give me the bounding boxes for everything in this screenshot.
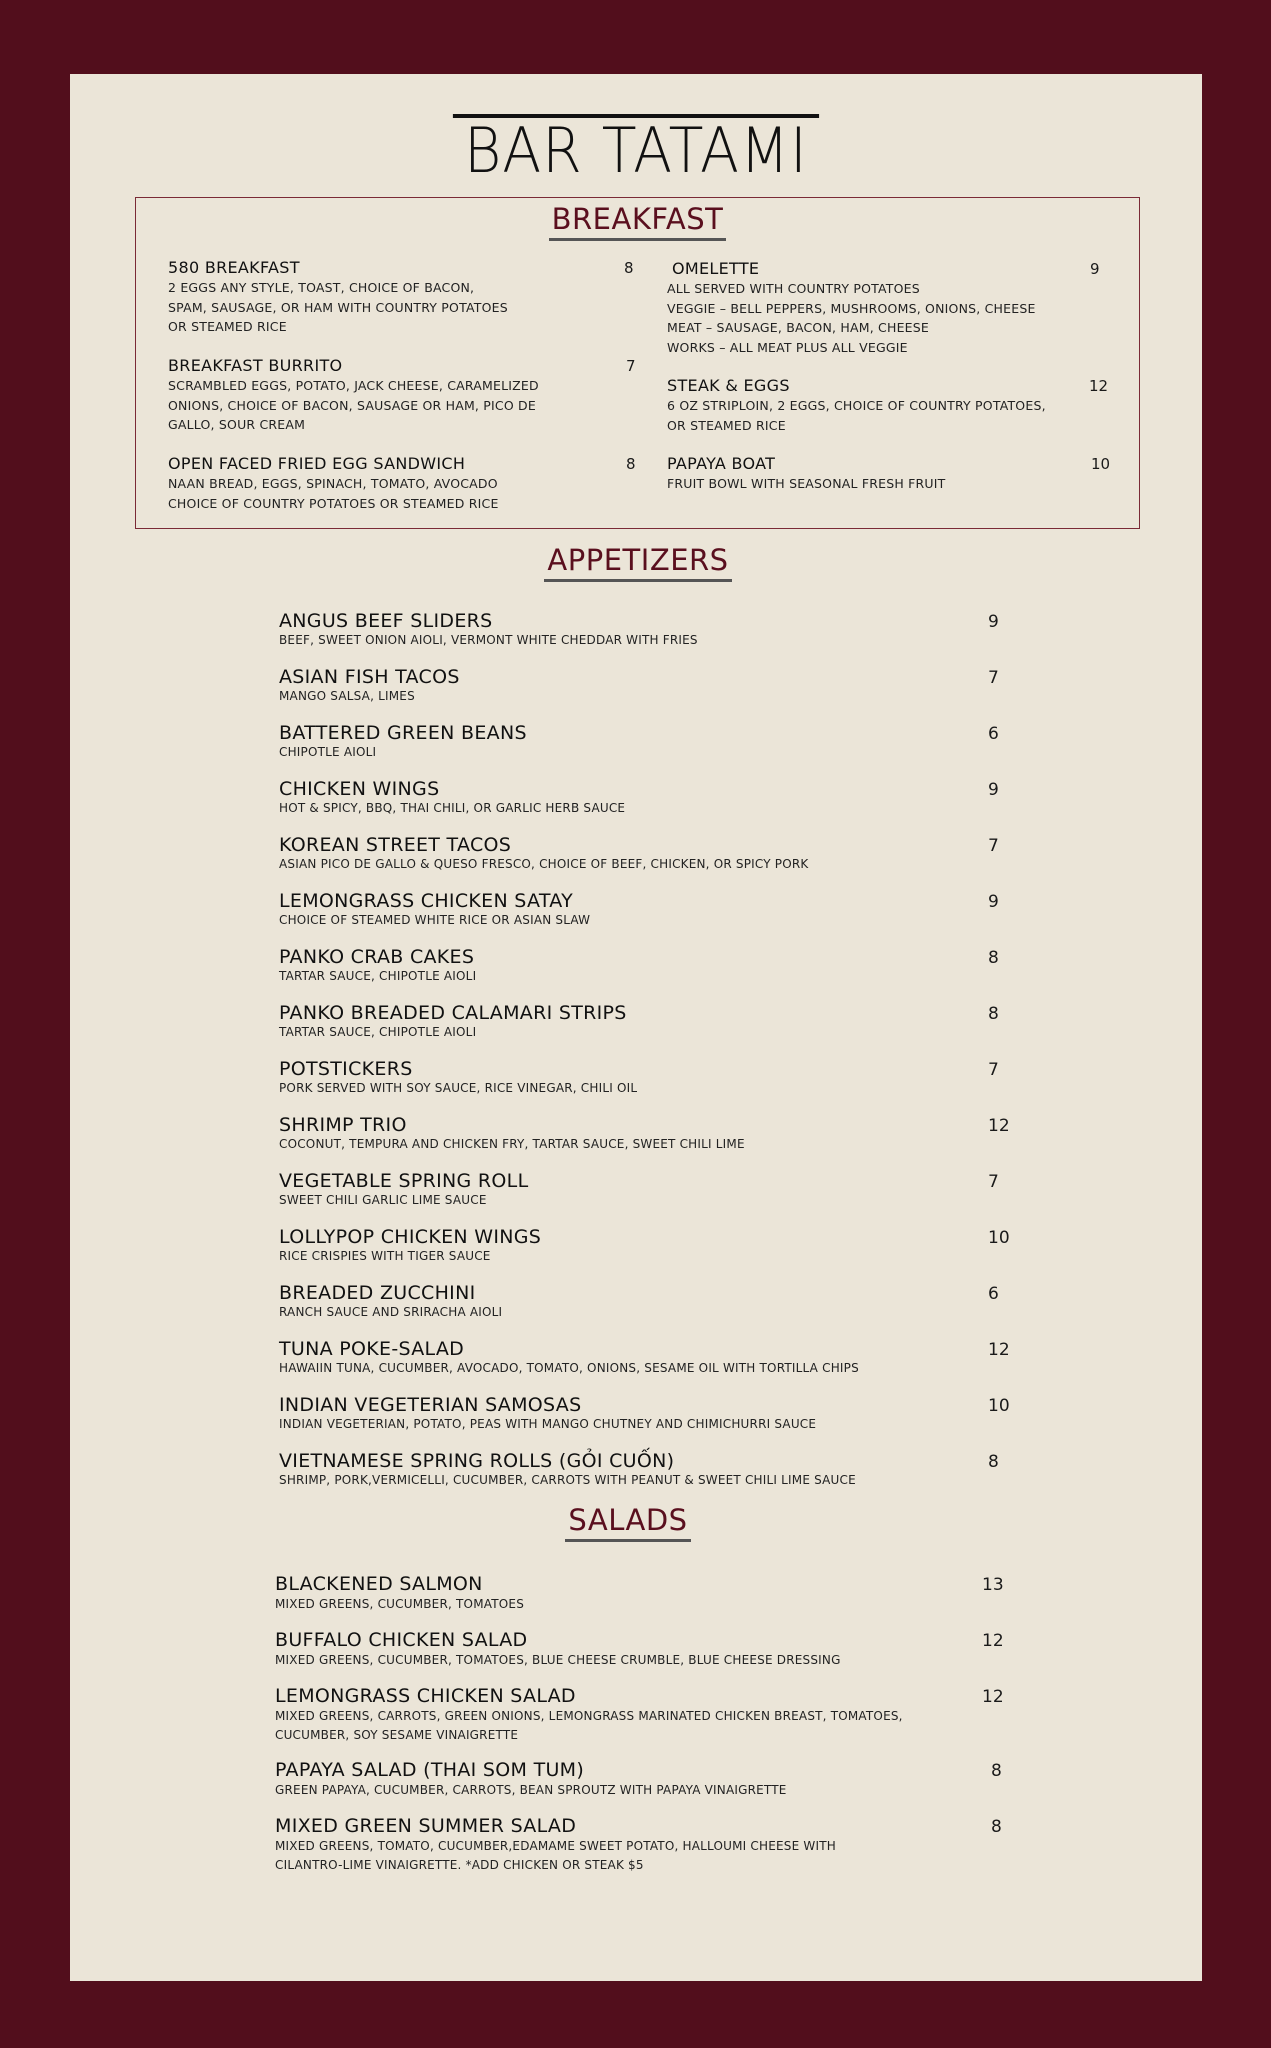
item-name: SHRIMP TRIO — [279, 1114, 407, 1136]
menu-item — [275, 1815, 1035, 1875]
item-price: 8 — [988, 948, 999, 968]
item-desc: ASIAN PICO DE GALLO & QUESO FRESCO, CHOICE OF BEEF, CHICKEN, OR SPICY PORK — [279, 857, 809, 871]
item-price: 8 — [624, 259, 634, 277]
item-name: PANKO BREADED CALAMARI STRIPS — [279, 1002, 627, 1024]
menu-item — [279, 1338, 1039, 1377]
item-desc-line: CILANTRO-LIME VINAIGRETTE. *ADD CHICKEN OR STEAK $5 — [275, 1858, 644, 1872]
item-name: ASIAN FISH TACOS — [279, 666, 460, 688]
item-desc: BEEF, SWEET ONION AIOLI, VERMONT WHITE CHEDDAR WITH FRIES — [279, 633, 698, 647]
item-name: BUFFALO CHICKEN SALAD — [275, 1629, 528, 1651]
item-name: OMELETTE — [672, 259, 760, 278]
appetizers-heading-area — [72, 544, 1204, 582]
menu-item — [275, 1573, 1035, 1614]
item-desc: INDIAN VEGETERIAN, POTATO, PEAS WITH MANGO CHUTNEY AND CHIMICHURRI SAUCE — [279, 1417, 817, 1431]
item-price: 12 — [988, 1340, 1010, 1360]
item-desc-line: MIXED GREENS, TOMATO, CUCUMBER,EDAMAME SWEET POTATO, HALLOUMI CHEESE WITH — [275, 1839, 836, 1853]
item-name: VEGETABLE SPRING ROLL — [279, 1170, 529, 1192]
item-desc-line: GALLO, SOUR CREAM — [168, 417, 306, 432]
item-price: 7 — [988, 668, 999, 688]
menu-item — [279, 834, 1039, 873]
item-name: KOREAN STREET TACOS — [279, 834, 512, 856]
menu-item — [275, 1685, 1035, 1745]
item-desc: TARTAR SAUCE, CHIPOTLE AIOLI — [279, 969, 477, 983]
breakfast-item — [168, 356, 636, 435]
item-name: LEMONGRASS CHICKEN SALAD — [275, 1685, 576, 1707]
item-price: 8 — [988, 1004, 999, 1024]
menu-item — [279, 1058, 1039, 1097]
item-desc: TARTAR SAUCE, CHIPOTLE AIOLI — [279, 1025, 477, 1039]
menu-item — [279, 1450, 1039, 1489]
item-desc-line: MEAT – SAUSAGE, BACON, HAM, CHEESE — [667, 320, 930, 335]
item-price: 10 — [1091, 455, 1111, 473]
menu-item — [279, 778, 1039, 817]
title-area — [70, 114, 1202, 187]
item-desc: RANCH SAUCE AND SRIRACHA AIOLI — [279, 1305, 503, 1319]
item-name: LEMONGRASS CHICKEN SATAY — [279, 890, 573, 912]
item-price: 9 — [988, 892, 999, 912]
item-desc: COCONUT, TEMPURA AND CHICKEN FRY, TARTAR SAUCE, SWEET CHILI LIME — [279, 1137, 745, 1151]
item-name: PAPAYA SALAD (THAI SOM TUM) — [275, 1759, 585, 1781]
item-price: 9 — [988, 780, 999, 800]
item-price: 7 — [988, 1060, 999, 1080]
item-desc: CHOICE OF STEAMED WHITE RICE OR ASIAN SLAW — [279, 913, 591, 927]
breakfast-item — [168, 258, 634, 337]
item-price: 10 — [988, 1228, 1010, 1248]
item-name: BREADED ZUCCHINI — [279, 1282, 476, 1304]
item-desc-line: SCRAMBLED EGGS, POTATO, JACK CHEESE, CARAMELIZED — [168, 378, 539, 393]
breakfast-item — [667, 454, 1111, 494]
breakfast-heading-area — [136, 203, 1139, 241]
menu-item — [279, 1282, 1039, 1321]
item-desc-line: WORKS – ALL MEAT PLUS ALL VEGGIE — [667, 339, 908, 355]
item-desc: HAWAIIN TUNA, CUCUMBER, AVOCADO, TOMATO, ONIONS, SESAME OIL WITH TORTILLA CHIPS — [279, 1361, 859, 1375]
item-desc-line: MIXED GREENS, CUCUMBER, TOMATOES, BLUE CHEESE CRUMBLE, BLUE CHEESE DRESSING — [275, 1653, 841, 1667]
menu-item — [279, 890, 1039, 929]
item-desc: CHIPOTLE AIOLI — [279, 745, 377, 759]
item-desc-line: NAAN BREAD, EGGS, SPINACH, TOMATO, AVOCADO — [168, 476, 498, 491]
item-desc-line: MIXED GREENS, CARROTS, GREEN ONIONS, LEMONGRASS MARINATED CHICKEN BREAST, TOMATOES, — [275, 1709, 903, 1723]
item-name: POTSTICKERS — [279, 1058, 413, 1080]
menu-item — [279, 1170, 1039, 1209]
item-desc-line: OR STEAMED RICE — [667, 417, 786, 433]
menu-item — [279, 1002, 1039, 1041]
breakfast-box — [135, 197, 1140, 529]
item-price: 7 — [626, 357, 636, 375]
item-name: LOLLYPOP CHICKEN WINGS — [279, 1226, 542, 1248]
item-desc-line: VEGGIE – BELL PEPPERS, MUSHROOMS, ONIONS, CHEESE — [667, 300, 1036, 316]
item-desc-line: OR STEAMED RICE — [168, 319, 287, 334]
appetizers-heading: APPETIZERS — [544, 544, 731, 582]
menu-page — [70, 74, 1202, 1981]
menu-item — [279, 946, 1039, 985]
item-desc: PORK SERVED WITH SOY SAUCE, RICE VINEGAR, CHILI OIL — [279, 1081, 638, 1095]
item-name: PANKO CRAB CAKES — [279, 946, 475, 968]
item-desc-line: ONIONS, CHOICE OF BACON, SAUSAGE OR HAM, PICO DE — [168, 397, 536, 413]
item-name: MIXED GREEN SUMMER SALAD — [275, 1815, 577, 1837]
item-desc-line: 2 EGGS ANY STYLE, TOAST, CHOICE OF BACON, — [168, 280, 475, 295]
breakfast-heading: BREAKFAST — [549, 203, 727, 241]
item-desc-line: 6 OZ STRIPLOIN, 2 EGGS, CHOICE OF COUNTRY POTATOES, — [667, 398, 1046, 413]
item-desc: SWEET CHILI GARLIC LIME SAUCE — [279, 1193, 487, 1207]
item-desc-line: MIXED GREENS, CUCUMBER, TOMATOES — [275, 1597, 525, 1611]
item-name: BLACKENED SALMON — [275, 1573, 483, 1595]
item-name: BREAKFAST BURRITO — [168, 356, 343, 375]
item-desc-line: FRUIT BOWL WITH SEASONAL FRESH FRUIT — [667, 476, 946, 491]
item-desc-line: SPAM, SAUSAGE, OR HAM WITH COUNTRY POTATOES — [168, 299, 508, 315]
item-name: STEAK & EGGS — [667, 376, 790, 395]
item-price: 8 — [991, 1817, 1002, 1837]
salads-heading-area — [62, 1504, 1194, 1542]
item-desc: MANGO SALSA, LIMES — [279, 689, 415, 703]
item-price: 9 — [1090, 260, 1100, 278]
menu-item — [275, 1759, 1035, 1800]
item-name: ANGUS BEEF SLIDERS — [279, 610, 493, 632]
item-price: 9 — [988, 612, 999, 632]
breakfast-item — [667, 376, 1107, 435]
menu-item — [279, 610, 1039, 649]
item-price: 12 — [982, 1687, 1004, 1707]
item-desc-line: GREEN PAPAYA, CUCUMBER, CARROTS, BEAN SPROUTZ WITH PAPAYA VINAIGRETTE — [275, 1783, 787, 1797]
item-price: 12 — [1089, 377, 1109, 395]
item-name: 580 BREAKFAST — [168, 258, 300, 277]
item-name: BATTERED GREEN BEANS — [279, 722, 527, 744]
item-desc-line: ALL SERVED WITH COUNTRY POTATOES — [667, 281, 920, 296]
item-price: 13 — [982, 1575, 1004, 1595]
breakfast-item — [168, 454, 636, 513]
item-price: 12 — [982, 1631, 1004, 1651]
item-price: 12 — [988, 1116, 1010, 1136]
item-desc: RICE CRISPIES WITH TIGER SAUCE — [279, 1249, 491, 1263]
item-price: 6 — [988, 724, 999, 744]
item-name: CHICKEN WINGS — [279, 778, 440, 800]
item-name: PAPAYA BOAT — [667, 454, 776, 473]
menu-item — [279, 722, 1039, 761]
menu-item — [279, 1226, 1039, 1265]
menu-item — [279, 1114, 1039, 1153]
item-desc-line: CUCUMBER, SOY SESAME VINAIGRETTE — [275, 1728, 519, 1742]
item-price: 8 — [988, 1452, 999, 1472]
item-price: 8 — [991, 1761, 1002, 1781]
item-name: TUNA POKE-SALAD — [279, 1338, 465, 1360]
item-name: INDIAN VEGETERIAN SAMOSAS — [279, 1394, 582, 1416]
item-price: 7 — [988, 1172, 999, 1192]
item-desc: HOT & SPICY, BBQ, THAI CHILI, OR GARLIC HERB SAUCE — [279, 801, 626, 815]
item-name: VIETNAMESE SPRING ROLLS (GỎI CUỐN) — [279, 1450, 675, 1472]
salads-heading: SALADS — [565, 1504, 690, 1542]
item-name: OPEN FACED FRIED EGG SANDWICH — [168, 454, 466, 473]
restaurant-name: BAR TATAMI — [453, 114, 819, 182]
item-desc-line: CHOICE OF COUNTRY POTATOES OR STEAMED RICE — [168, 495, 499, 511]
breakfast-item — [667, 259, 1107, 357]
item-desc: SHRIMP, PORK,VERMICELLI, CUCUMBER, CARROTS WITH PEANUT & SWEET CHILI LIME SAUCE — [279, 1473, 856, 1487]
menu-item — [279, 666, 1039, 705]
item-price: 6 — [988, 1284, 999, 1304]
item-price: 10 — [988, 1396, 1010, 1416]
item-price: 7 — [988, 836, 999, 856]
menu-item — [279, 1394, 1039, 1433]
menu-item — [275, 1629, 1035, 1670]
item-price: 8 — [626, 455, 636, 473]
